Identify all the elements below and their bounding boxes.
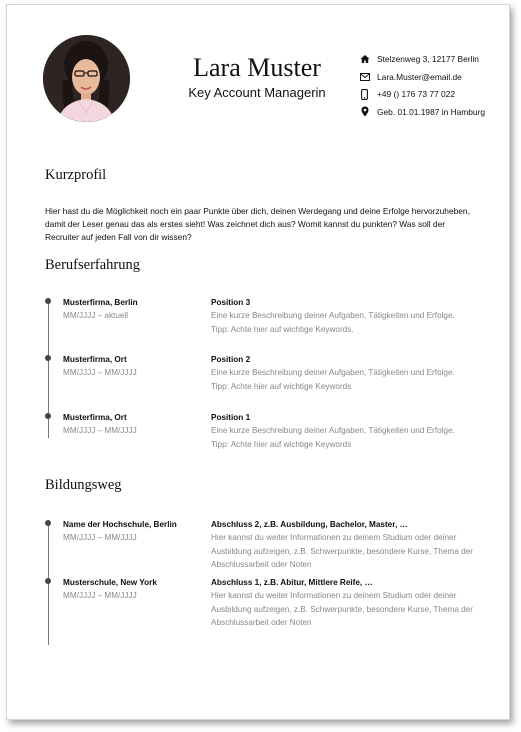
position-description: Eine kurze Beschreibung deiner Aufgaben, Tätigkeiten und Erfolge. [211,311,455,320]
experience-heading: Berufserfahrung [45,257,141,273]
address-text: Stelzenweg 3, 12177 Berlin [377,54,479,64]
position-title: Position 3 [211,298,251,307]
position-description: Eine kurze Beschreibung deiner Aufgaben, Tätigkeiten und Erfolge. [211,426,455,435]
education-entry [45,578,485,634]
date-range: MM/JJJJ – MM/JJJJ [63,533,137,542]
contact-phone [359,86,519,102]
date-range: MM/JJJJ – MM/JJJJ [63,591,137,600]
experience-timeline [45,298,485,449]
education-timeline [45,520,485,645]
email-text: Lara.Muster@email.de [377,71,462,82]
school-name: Name der Hochschule, Berlin [63,520,177,529]
birth-text: Geb. 01.01.1987 in Hamburg [377,106,486,117]
date-range: MM/JJJJ – MM/JJJJ [63,368,137,377]
degree-title: Abschluss 2, z.B. Ausbildung, Bachelor, Master, … [211,520,408,529]
envelope-icon [359,71,370,82]
education-entry [45,520,485,576]
contact-birth [359,104,519,120]
timeline-dot [45,413,51,419]
home-icon [359,54,370,65]
degree-title: Abschluss 1, z.B. Abitur, Mittlere Reife, … [211,578,373,587]
contact-email[interactable] [359,69,519,85]
phone-icon [359,89,370,100]
location-pin-icon [359,106,370,117]
company-name: Musterfirma, Berlin [63,298,138,307]
company-name: Musterfirma, Ort [63,355,127,364]
position-title: Position 1 [211,413,251,422]
experience-entry [45,413,485,465]
experience-entry [45,298,485,350]
degree-description: Hier kannst du weiter Informationen zu deinem Studium oder deiner Ausbildung aufzeigen, z.B. Schwerpunkte, besondere Kurse, Thema der Abschlussarbeit oder Noten [211,591,474,627]
portrait-image [43,35,130,122]
profile-text: Hier hast du die Möglichkeit noch ein paar Punkte über dich, deinen Werdegang und deine Erfolge hervorzuheben, damit der Leser genau das als erstes sieht! Was zeichnet dich aus? Womit kannst du punkten? Was soll der Recruiter auf jeden Fall von dir wissen? [45,206,470,242]
position-title: Position 2 [211,355,251,364]
degree-description: Hier kannst du weiter Informationen zu deinem Studium oder deiner Ausbildung aufzeigen, z.B. Schwerpunkte, besondere Kurse, Thema der Abschlussarbeit oder Noten [211,533,474,569]
company-name: Musterfirma, Ort [63,413,127,422]
experience-entry [45,355,485,407]
position-description: Eine kurze Beschreibung deiner Aufgaben, Tätigkeiten und Erfolge. [211,368,455,377]
timeline-dot [45,520,51,526]
profile-heading: Kurzprofil [45,167,107,183]
school-name: Musterschule, New York [63,578,157,587]
timeline-dot [45,298,51,304]
contact-block [359,51,519,121]
candidate-name: Lara Muster [193,53,321,82]
timeline-dot [45,355,51,361]
date-range: MM/JJJJ – MM/JJJJ [63,426,137,435]
position-tip: Tipp: Achte hier auf wichtige Keywords [211,381,352,391]
date-range: MM/JJJJ – aktuell [63,311,129,320]
timeline-dot [45,578,51,584]
phone-text: +49 () 176 73 77 022 [377,89,455,99]
position-tip: Tipp: Achte hier auf wichtige Keywords. [211,324,354,334]
profile-photo [43,35,130,122]
contact-address [359,51,519,67]
education-heading: Bildungsweg [45,477,122,493]
position-tip: Tipp: Achte hier auf wichtige Keywords [211,439,352,449]
cv-page [6,4,510,720]
job-title: Key Account Managerin [188,85,326,100]
